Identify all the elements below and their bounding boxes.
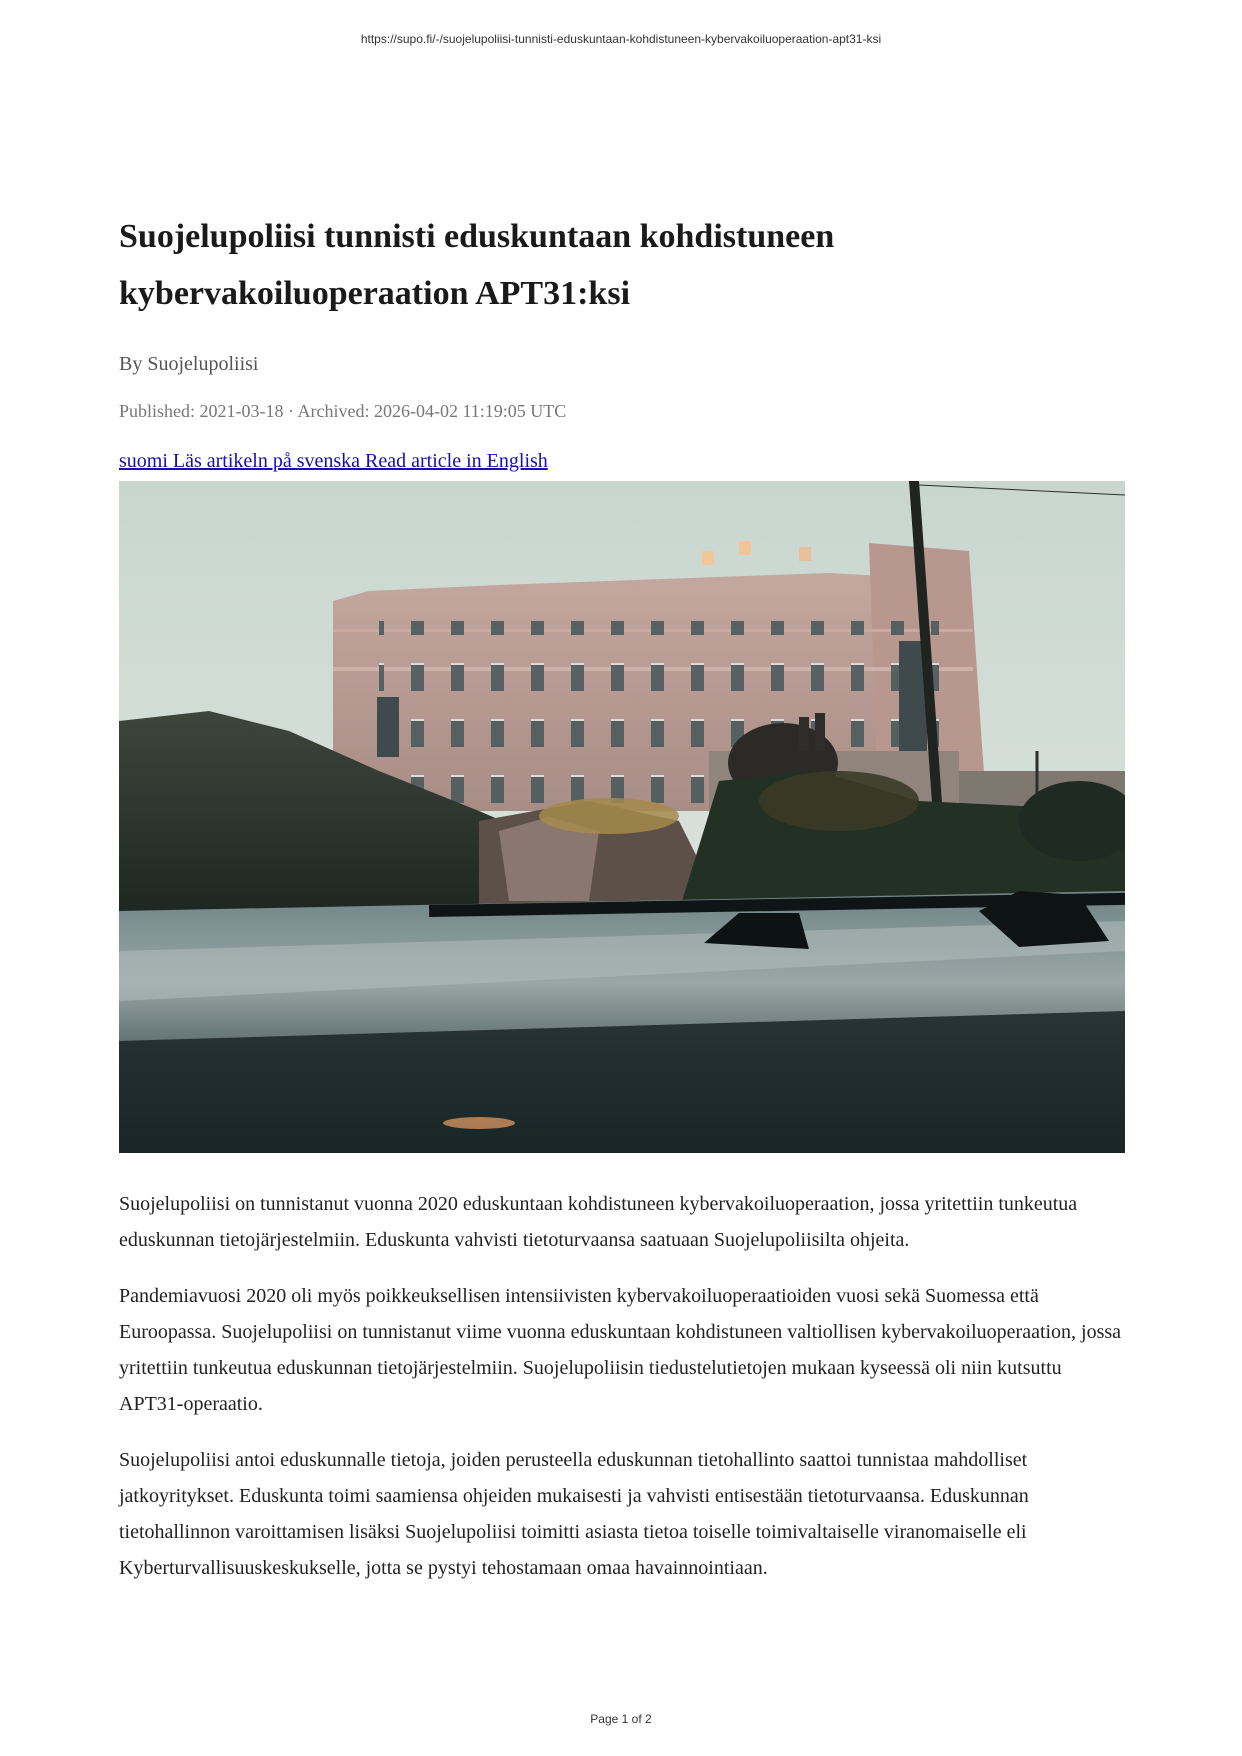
print-header-url: https://supo.fi/-/suojelupoliisi-tunnisti-eduskuntaan-kohdistuneen-kybervakoiluoperaation-apt31-ksi bbox=[360, 32, 882, 46]
article-meta: Published: 2021-03-18 · Archived: 2026-04-02 11:19:05 UTC bbox=[119, 401, 567, 421]
article-paragraph: Suojelupoliisi on tunnistanut vuonna 2020 eduskuntaan kohdistuneen kybervakoiluoperaation, jossa yritettiin tunkeutua eduskunnan tietojärjestelmiin. Eduskunta vahvisti tietoturvaansa saatuaan Suojelupoliisilta ohjeita. bbox=[119, 1193, 1078, 1251]
language-links bbox=[119, 447, 1125, 475]
article-title-line-2: kybervakoiluoperaation APT31:ksi bbox=[119, 275, 631, 312]
language-link[interactable]: suomi Läs artikeln på svenska Read article in English bbox=[119, 450, 548, 472]
article-title bbox=[119, 208, 1125, 322]
article-title-line-1: Suojelupoliisi tunnisti eduskuntaan kohdistuneen bbox=[119, 218, 835, 255]
article-byline: By Suojelupoliisi bbox=[119, 353, 259, 375]
article-paragraph: Pandemiavuosi 2020 oli myös poikkeuksellisen intensiivisten kybervakoiluoperaatioiden vuosi sekä Suomessa että Euroopassa. Suojelupoliisi on tunnistanut viime vuonna eduskuntaan kohdistuneen valtiollisen kybervakoiluoperaation, jossa yritettiin tunkeutua eduskunnan tietojärjestelmiin. Suojelupoliisin tiedustelutietojen mukaan kyseessä oli niin kutsuttu APT31-operaatio. bbox=[119, 1285, 1122, 1415]
article-paragraph: Suojelupoliisi antoi eduskunnalle tietoja, joiden perusteella eduskunnan tietohallinto saattoi tunnistaa mahdolliset jatkoyritykset. Eduskunta toimi saamiensa ohjeiden mukaisesti ja vahvisti entisestään tietoturvaansa. Eduskunnan tietohallinnon varoittamisen lisäksi Suojelupoliisi toimitti asiasta tietoa toiselle toimivaltaiselle viranomaiselle eli Kyberturvallisuuskeskukselle, jotta se pystyi tehostamaan omaa havainnointiaan. bbox=[119, 1449, 1029, 1579]
article-body bbox=[119, 1186, 1125, 1586]
page-number: Page 1 of 2 bbox=[590, 1712, 652, 1726]
article bbox=[119, 208, 1125, 1606]
hero-image bbox=[119, 481, 1125, 1153]
